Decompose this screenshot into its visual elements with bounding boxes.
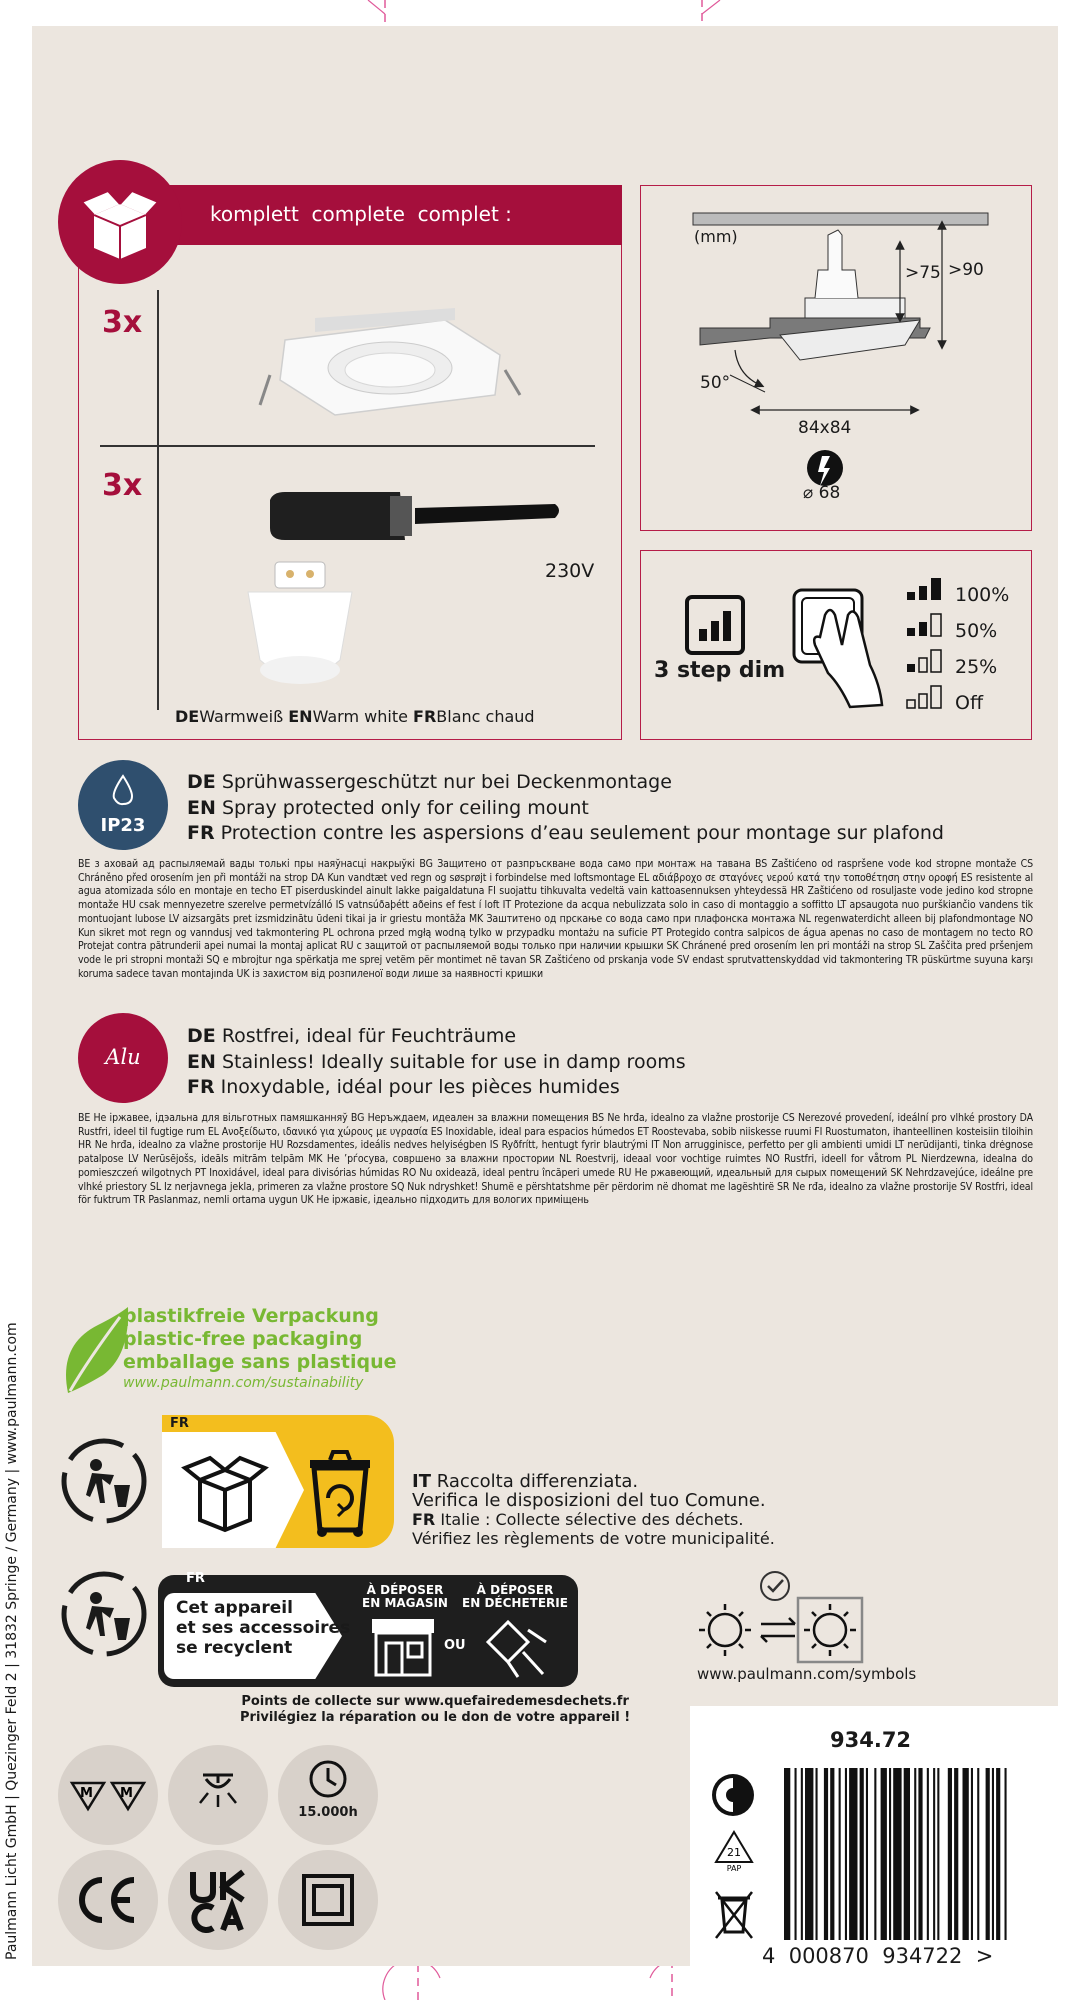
- triman-text: Cet appareil et ses accessoires se recyclent: [176, 1598, 351, 1658]
- double-insulation-icon: [278, 1850, 378, 1950]
- tidyman-recycle-icon-2: [58, 1568, 150, 1660]
- recycling-info-text: IT Raccolta differenziata. Verifica le disposizioni del tuo Comune. FR Italie : Collecte sélective des déchets. Vérifiez les règlements de votre municipalité.: [412, 1471, 775, 1548]
- clock-icon: [308, 1759, 348, 1799]
- pap-number: 21: [727, 1846, 741, 1859]
- alu-multilingual-text: BE Не іржавее, ідэальна для вільготных памяшканняў BG Неръждаем, идеален за влажни помещения BS Ne hrđa, idealno za vlažne prostorije CS Nerezové provedení, ideální pro vlhké prostory DA Rustfri, ideel til fugtige rum EL Ανοξείδωτο, ιδανικό για χώρους με υγρασία ES Inoxidable, ideal para espacios húmedos ET Roostevaba, sobib niiskesse ruumi FI Ruostumaton, ihanteellinen kosteisiin tiloihin HR Ne hrđa, idealno za vlažne prostorije HU Rozsdamentes, ideális nedves helyiségben IS Ryðfrítt, hentugt fyrir blautrými IT Non arrugginisce, perfetto per gli ambienti umidi LT nerūdijanti, tinka drėgnose patalpose LV Nerūsējošs, ideāls mitrām telpām MK Не ’рѓосува, совршено за влажни простории NL Roestvrij, ideaal voor vochtige ruimtes NO Rustfri, ideell for våtrom PL Nierdzewna, idealna do pomieszczeń wilgotnych PT Inoxidável, ideal para divisórias húmidas RO Nu oxidează, ideal pentru încăperi umede RU Не ржавеющий, идеальный для сырых помещений SK Nehrdzavejúce, ideálne pre vlhké priestory SL Iz nerjavnega jekla, primeren za vlažne prostore SQ Nuk ndryshket! Shumë e përshtatshme për përdorim në dhomat me lagështirë SR Ne rđa, idealno za vlažne prostorije SV Rostfri, ideal för fuktrum TR Paslanmaz, nemli ortama uygun UK Не іржавіє, ідеально підходить для вологих приміщень: [78, 1112, 1033, 1207]
- collection-points-text: Points de collecte sur www.quefairedemesdechets.fr Privilégiez la réparation ou le don de votre appareil !: [240, 1694, 631, 1725]
- beam-angle-circle: [168, 1745, 268, 1845]
- qty-bulb: 3x: [102, 468, 143, 503]
- pap-label: PAP: [726, 1864, 742, 1872]
- barcode-bar: [839, 1768, 841, 1940]
- ukca-circle: [168, 1850, 268, 1950]
- weee-bin-icon: [712, 1888, 756, 1942]
- ean-barcode: [780, 1768, 1060, 1946]
- replaceable-light-source-icon: [695, 1568, 870, 1668]
- barcode-bar: [845, 1768, 847, 1940]
- barcode-bar: [881, 1768, 887, 1940]
- contents-horizontal-rule: [100, 445, 595, 447]
- de-code: DE: [175, 707, 200, 726]
- en-code: EN: [288, 707, 313, 726]
- qty-spotlight: 3x: [102, 305, 143, 340]
- ce-mark-icon: [58, 1850, 158, 1950]
- water-drop-icon: [110, 774, 136, 806]
- barcode-bar: [937, 1768, 939, 1940]
- alu-description: DE Rostfrei, ideal für Feuchträume EN Stainless! Ideally suitable for use in damp rooms FR Inoxydable, idéal pour les pièces humides: [187, 1025, 686, 1098]
- barcode-bar: [1005, 1768, 1007, 1940]
- company-address: Paulmann Licht GmbH | Quezinger Feld 2 | 31832 Springe / Germany | www.paulmann.com: [4, 1322, 20, 1960]
- ce-circle: [58, 1850, 158, 1950]
- barcode-bar: [992, 1768, 994, 1940]
- barcode-bar: [948, 1768, 952, 1940]
- dim-unit: (mm): [694, 227, 738, 246]
- fr-code: FR: [413, 707, 437, 726]
- symbols-url: www.paulmann.com/symbols: [697, 1665, 917, 1683]
- leaf-icon: [58, 1305, 130, 1395]
- dim-level-off: Off: [955, 692, 984, 714]
- plastic-free-text: plastikfreie Verpackung plastic-free packaging emballage sans plastique www.paulmann.com/sustainability: [123, 1305, 397, 1391]
- ip-badge-text: IP23: [100, 815, 146, 836]
- barcode-bar: [933, 1768, 935, 1940]
- dim-size: 84x84: [798, 418, 852, 438]
- barcode-bar: [904, 1768, 910, 1940]
- barcode-bar: [805, 1768, 813, 1940]
- dim-angle: 50°: [700, 373, 731, 393]
- barcode-bar: [889, 1768, 891, 1940]
- color-temperature: DEWarmweiß ENWarm white FRBlanc chaud: [175, 707, 535, 726]
- dim-level-100: 100%: [955, 584, 1010, 606]
- barcode-bar: [830, 1768, 834, 1940]
- dim-depth-max: >90: [948, 260, 984, 280]
- dim-level-icons: [905, 578, 951, 718]
- contents-vertical-rule: [157, 290, 159, 710]
- dim-label: 3 step dim: [654, 658, 786, 683]
- dim-depth-min: >75: [905, 263, 941, 283]
- decheterie-label: À DÉPOSER EN DÉCHETERIE: [462, 1583, 568, 1610]
- magasin-label: À DÉPOSER EN MAGASIN: [362, 1583, 448, 1610]
- triman-fr-tag: FR: [186, 1571, 205, 1586]
- dim-level-50: 50%: [955, 620, 998, 642]
- hand-switch-icon: [790, 585, 890, 710]
- green-dot-icon: [710, 1772, 756, 1818]
- barcode-bar: [801, 1768, 803, 1940]
- ip-badge: [78, 760, 168, 850]
- svg-text:M: M: [80, 1786, 93, 1801]
- ip-multilingual-text: BE з аховай ад распыляемай вады толькі пры наяўнасці накрыўкі BG Защитено от разпръскване вода само при монтаж на тавана BS Zaštićeno od raspršene vode kod stropne montaže CS Chráněno před orosením jen při montáži na strop DA Kun vandtæt ved regn og søsprøjt i forbindelse med loftsmontage EL αδιάβροχο σε σταγόνες νερού κατά την τοποθέτηση στην οροφή ES resistente al agua atomizada sólo en montaje en techo ET piserduskindel ainult lakke paigaldatuna FI suojattu tihkuvalta vedeltä vain kattoasennuksen yhteydessä HR Zaštićeno od rosuljaste vode jedino kod stropne montaže HU csak mennyezetre szerelve permetvízálló IS vatnsúðaþétt aðeins ef fest í loft IT Protezione da acqua nebulizzata solo in caso di montaggio a soffitto LT apsaugota nuo purškiančio vandens tik montuojant lubose LV aizsargāts pret izsmidzinātu ūdeni tikai ja ir griestu montāža MK Заштитено од прскање со вода само при плафонска монтажа NL regenwaterdicht alleen bij plafondmontage NO Kun sikret mot regn og vanndusj ved takmontering PL ochrona przed mgłą wodną tylko w przypadku montażu na suficie PT Protegido contra salpicos de água apenas no caso de montagem no tecto RO Protejat contra pătrunderii apei numai la montaj aplicat RU с защитой от распыляемой воды только при наличии крышки SK Chránené pred orosením len pri montáži na strop SL Zaščita pred pršenjem vode le pri stropni montaži SQ e mbrojtur nga spërkatja me sprej vetëm për montimet në tavan SR Zaštićeno od prskanja vode SV endast sprutvattenskyddad vid takmontering TR püskürtme suyuna karşı koruma sadece tavan montajında UK із захистом від розпиленої води лише за наявності кришки: [78, 858, 1033, 980]
- contents-label: komplett complete complet :: [210, 202, 512, 226]
- gu10-bulb-image: [240, 560, 360, 690]
- voltage-label: 230V: [545, 560, 595, 582]
- mm-circle: [58, 1745, 158, 1845]
- barcode-bar: [954, 1768, 958, 1940]
- svg-text:M: M: [120, 1786, 133, 1801]
- barcode-bar: [914, 1768, 916, 1940]
- barcode-bar: [849, 1768, 857, 1940]
- barcode-bar: [918, 1768, 922, 1940]
- deposit-icon: [478, 1612, 552, 1680]
- barcode-bar: [971, 1768, 973, 1940]
- barcode-bar: [986, 1768, 990, 1940]
- lifetime-text: 15.000h: [298, 1805, 358, 1820]
- open-box-icon: [180, 1450, 270, 1535]
- barcode-bar: [996, 1768, 1000, 1940]
- barcode-number: 4 000870 934722 >: [762, 1944, 994, 1968]
- spotlight-image: [255, 300, 525, 430]
- beam-angle-icon: [168, 1745, 268, 1845]
- barcode-bar: [860, 1768, 864, 1940]
- connector-image: [265, 490, 565, 550]
- or-label: OU: [444, 1638, 466, 1653]
- barcode-bar: [824, 1768, 828, 1940]
- barcode-bar: [784, 1768, 790, 1940]
- alu-badge: Alu: [78, 1013, 168, 1103]
- barcode-bar: [963, 1768, 969, 1940]
- barcode-bar: [927, 1768, 929, 1940]
- barcode-bar: [795, 1768, 797, 1940]
- barcode-bar: [893, 1768, 901, 1940]
- barcode-bar: [816, 1768, 818, 1940]
- recycling-bin-icon: [300, 1440, 380, 1540]
- barcode-bar: [874, 1768, 876, 1940]
- ip-description: DE Sprühwassergeschützt nur bei Deckenmontage EN Spray protected only for ceiling mount FR Protection contre les aspersions d’eau seulement pour montage sur plafond: [187, 771, 944, 844]
- lifetime-circle: [278, 1745, 378, 1845]
- class2-circle: [278, 1850, 378, 1950]
- barcode-bar: [977, 1768, 979, 1940]
- dim-bars-icon: [685, 595, 745, 655]
- pap-recycle-icon: [712, 1828, 756, 1872]
- tidyman-recycle-icon: [58, 1435, 150, 1527]
- dim-cutout: ⌀ 68: [803, 483, 841, 503]
- store-icon: [368, 1615, 438, 1677]
- barcode-bar: [866, 1768, 868, 1940]
- dim-level-25: 25%: [955, 656, 998, 678]
- mm-furniture-icon: [58, 1745, 158, 1845]
- article-number: 934.72: [830, 1728, 912, 1752]
- box-badge: [58, 160, 182, 284]
- ukca-mark-icon: [168, 1850, 268, 1950]
- recycling-fr-tag: FR: [170, 1416, 189, 1431]
- box-icon: [58, 160, 182, 284]
